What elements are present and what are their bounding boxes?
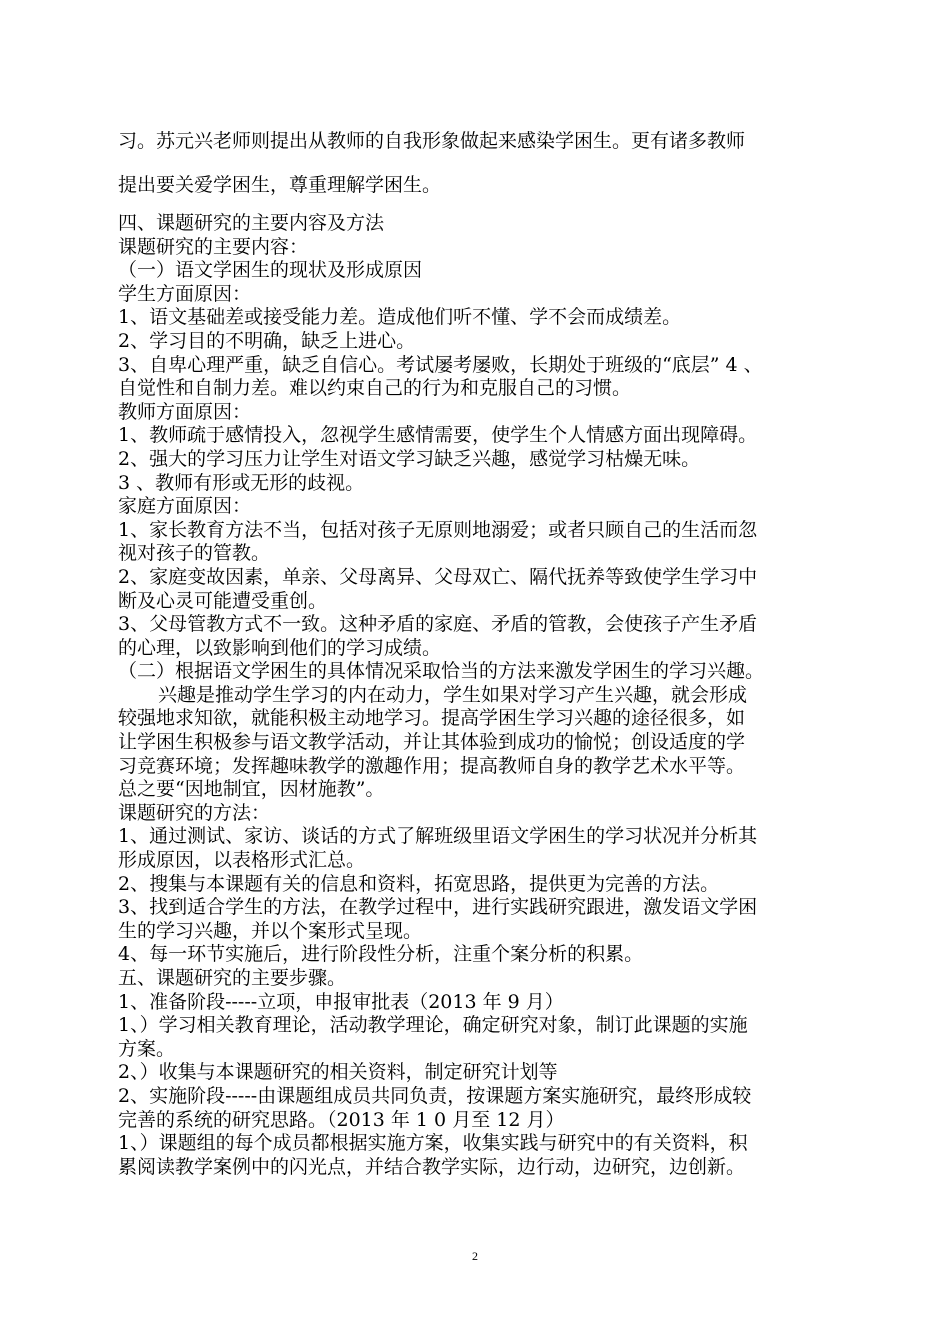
text-line: 1、准备阶段-----立项，申报审批表（2013 年 9 月） (118, 990, 564, 1013)
text-line: 习竞赛环境；发挥趣味教学的激趣作用；提高教师自身的教学艺术水平等。 (118, 754, 746, 777)
text-line: 完善的系统的研究思路。（2013 年 1 0 月至 12 月） (118, 1108, 565, 1131)
text-line: 1、通过测试、家访、谈话的方式了解班级里语文学困生的学习状况并分析其 (118, 825, 758, 848)
text-line: 2、）收集与本课题研究的相关资料，制定研究计划等 (118, 1061, 558, 1084)
text-line: 2、家庭变故因素，单亲、父母离异、父母双亡、隔代抚养等致使学生学习中 (118, 565, 758, 588)
text-line: 2、强大的学习压力让学生对语文学习缺乏兴趣，感觉学习枯燥无味。 (118, 447, 701, 470)
text-line: 断及心灵可能遭受重创。 (118, 589, 328, 612)
text-line: 总之要“因地制宜，因材施教”。 (118, 778, 385, 801)
text-line: 3 、教师有形或无形的歧视。 (118, 471, 365, 494)
text-line: 4、每一环节实施后，进行阶段性分析，注重个案分析的积累。 (118, 943, 644, 966)
document-text (118, 119, 848, 1179)
text-line: （二）根据语文学困生的具体情况采取恰当的方法来激发学困生的学习兴趣。 (118, 660, 765, 683)
text-line: 学生方面原因： (118, 282, 252, 305)
text-line: 2、实施阶段-----由课题组成员共同负责，按课题方案实施研究，最终形成较 (118, 1084, 752, 1107)
intro-paragraph (118, 119, 848, 207)
body-content (118, 212, 848, 1179)
text-line: 方案。 (118, 1037, 176, 1060)
text-line: 五、课题研究的主要步骤。 (118, 967, 347, 989)
text-line: 1、）课题组的每个成员都根据实施方案，收集实践与研究中的有关资料，积 (118, 1132, 748, 1155)
text-line: 3、父母管教方式不一致。这种矛盾的家庭、矛盾的管教，会使孩子产生矛盾 (118, 613, 758, 636)
text-line: 让学困生积极参与语文教学活动，并让其体验到成功的愉悦；创设适度的学 (118, 731, 746, 754)
text-line: 3、自卑心理严重，缺乏自信心。考试屡考屡败，长期处于班级的“底层” 4 、 (118, 353, 763, 376)
text-line: 1、）学习相关教育理论，活动教学理论，确定研究对象，制订此课题的实施 (118, 1014, 748, 1037)
text-line: 四、课题研究的主要内容及方法 (118, 212, 385, 234)
text-line: 兴趣是推动学生学习的内在动力，学生如果对学习产生兴趣，就会形成 (158, 683, 748, 706)
text-line: 1、语文基础差或接受能力差。造成他们听不懂、学不会而成绩差。 (118, 306, 682, 329)
text-line: 1、教师疏于感情投入，忽视学生感情需要，使学生个人情感方面出现障碍。 (118, 424, 758, 447)
text-line: 2、搜集与本课题有关的信息和资料，拓宽思路，提供更为完善的方法。 (118, 872, 720, 895)
text-line: 教师方面原因： (118, 400, 252, 423)
text-line: 课题研究的主要内容： (118, 235, 309, 258)
text-line: 的心理，以致影响到他们的学习成绩。 (118, 636, 442, 659)
text-line: 2、学习目的不明确，缺乏上进心。 (118, 329, 416, 352)
text-line: 累阅读教学案例中的闪光点，并结合教学实际，边行动，边研究，边创新。 (118, 1155, 746, 1178)
text-line: 生的学习兴趣，并以个案形式呈现。 (118, 919, 423, 942)
text-line: 自觉性和自制力差。难以约束自己的行为和克服自己的习惯。 (118, 377, 632, 400)
page-number: 2 (472, 1249, 478, 1263)
text-line: 提出要关爱学困生，尊重理解学困生。 (118, 174, 442, 196)
text-line: 习。苏元兴老师则提出从教师的自我形象做起来感染学困生。更有诸多教师 (118, 130, 746, 152)
text-line: 家庭方面原因： (118, 495, 252, 518)
text-line: 较强地求知欲，就能积极主动地学习。提高学困生学习兴趣的途径很多，如 (118, 707, 746, 730)
text-line: 形成原因，以表格形式汇总。 (118, 849, 366, 872)
text-line: （一）语文学困生的现状及形成原因 (118, 259, 423, 282)
text-line: 视对孩子的管教。 (118, 542, 271, 565)
text-line: 1、家长教育方法不当，包括对孩子无原则地溺爱；或者只顾自己的生活而忽 (118, 518, 758, 541)
text-line: 课题研究的方法： (118, 801, 271, 824)
text-line: 3、找到适合学生的方法，在教学过程中，进行实践研究跟进，激发语文学困 (118, 896, 758, 919)
